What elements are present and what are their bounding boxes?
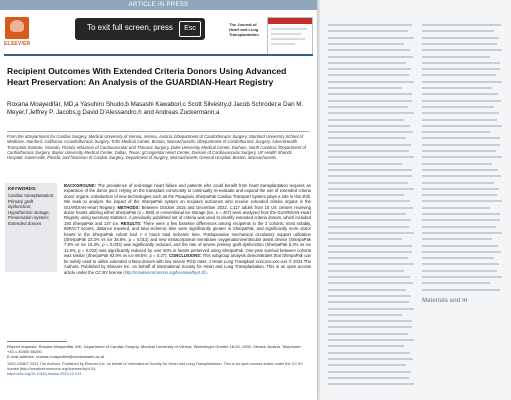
- fullscreen-message: To exit full screen, press: [87, 23, 173, 32]
- journal-citation: J Heart Lung Transplant xxxx;xxx:xxx–xxx: [208, 258, 288, 264]
- next-page-text-line: [328, 163, 402, 165]
- next-page-text-line: [328, 144, 411, 146]
- next-page-text-line: [328, 188, 414, 190]
- next-page-text-line: [422, 245, 498, 247]
- next-page-text-line: [328, 137, 406, 139]
- next-page-text-line: [328, 93, 412, 95]
- next-page-text-line: [328, 251, 412, 253]
- next-page-text-line: [422, 119, 497, 121]
- next-page-text-line: [328, 352, 410, 354]
- next-page-text-line: [328, 150, 409, 152]
- next-page-text-line: [422, 207, 490, 209]
- next-page-text-line: [328, 49, 410, 51]
- footnote-email: E-mail address: roxana.moayedifar@meduniwien.ac.at: [7, 354, 105, 360]
- next-page-text-line: [422, 137, 500, 139]
- next-page-text-line: [328, 226, 409, 228]
- next-page-text-line: [422, 150, 496, 152]
- next-page-text-line: [328, 333, 408, 335]
- next-page-text-line: [422, 62, 500, 64]
- keywords-list: Cardiac transplantation; Primary graft dysfunction; Hypothermic storage; Preservation system; Extended donors: [8, 193, 55, 226]
- next-page-text-line: [422, 144, 500, 146]
- next-page-text-line: [422, 226, 496, 228]
- issn-info: [7, 362, 309, 377]
- next-page-text-line: [328, 37, 414, 39]
- next-page-text-line: [328, 245, 412, 247]
- next-page-text-line: [328, 358, 413, 360]
- abstract-results-label: RESULTS:: [120, 220, 142, 226]
- next-page-text-line: [422, 182, 494, 184]
- next-page-text-line: [422, 213, 500, 215]
- next-page-text-line: [328, 276, 410, 278]
- abstract-background-label: BACKGROUND:: [64, 183, 97, 188]
- next-page-text-line: [422, 232, 502, 234]
- next-page-text-line: [328, 377, 409, 379]
- reprint-footnote: [7, 344, 309, 360]
- next-page-text-line: [422, 24, 501, 26]
- next-page-text-line: [328, 43, 404, 45]
- next-page-text-line: [328, 68, 411, 70]
- doi-link[interactable]: https://doi.org/10.1016/j.healun.2023.12.013: [7, 372, 82, 376]
- next-page-text-line: [422, 263, 499, 265]
- header-divider: [4, 54, 313, 56]
- license-link[interactable]: (http://creativecommons.org/licenses/by/4.0/).: [123, 269, 208, 275]
- copyright-text: © 2024 The Authors. Published by Elsevier Inc. on behalf of International Society for Heart and Lung Transplantation. This is an open access article under the CC BY license: [64, 258, 311, 275]
- next-page-text-line: [328, 194, 404, 196]
- next-page-text-line: [328, 156, 414, 158]
- next-page-text-line: [328, 81, 414, 83]
- next-page-text-line: [328, 74, 409, 76]
- next-page-text-line: [422, 251, 501, 253]
- affiliations: From the aDepartment for Cardiac Surgery, Medical University of Vienna, Vienna, Austria; bDepartment of Cardiothoracic Surgery, Stanford University School of Medicine, Stanford, California; cCardiothoracic Surgery, Tufts Medical Center, Boston, Massachusetts; dDepartment of Cardiothoracic Surgery, AdventHealth Transplant Institute, Orlando, Florida; eDivision of Cardiovascular and Thoracic Surgery, Duke University Medical Center, Durham, North Carolina; fDepartment of Cardiothoracic Surgery, Baylor University Medical Center, Dallas, Texas; gCongenital Heart Center, Division of Cardiovascular Surgery, UF Health Shands Hospital, Gainesville, Florida; and hDivision of Cardiac Surgery, Department of Surgery, Massachusetts General Hospital, Boston, Massachusetts.: [7, 134, 306, 161]
- esc-key-badge: Esc: [179, 21, 201, 37]
- next-page-text-line: [422, 200, 502, 202]
- next-page-text-line: [422, 56, 490, 58]
- next-page-text-line: [328, 62, 406, 64]
- next-page-text-line: [328, 371, 411, 373]
- next-page-text-line: [328, 308, 414, 310]
- abstract-conclusions-label: CONCLUSIONS:: [169, 253, 202, 259]
- next-page-text-line: [328, 213, 406, 215]
- next-page-text-line: [328, 106, 408, 108]
- next-page-text-line: [422, 289, 500, 291]
- abstract-methods-label: METHODS:: [117, 204, 140, 210]
- fullscreen-exit-notice: [75, 18, 205, 40]
- next-page-text-line: [328, 182, 408, 184]
- keywords-heading: KEYWORDS:: [8, 186, 37, 191]
- next-page-text-line: [422, 49, 502, 51]
- keywords-box: [5, 183, 57, 272]
- next-page-text-line: [328, 200, 410, 202]
- next-page-text-line: [422, 219, 500, 221]
- next-page-text-line: [422, 270, 497, 272]
- next-page-text-line: [422, 276, 502, 278]
- next-page-text-line: [328, 320, 412, 322]
- next-page-text-line: [328, 56, 413, 58]
- next-page-text-line: [328, 301, 409, 303]
- next-page-text-line: [328, 219, 411, 221]
- next-page-text-line: [422, 188, 499, 190]
- next-page-text-line: [328, 24, 412, 26]
- next-page-text-line: [422, 131, 490, 133]
- next-page-text-line: [328, 326, 412, 328]
- next-page-text-line: [328, 119, 404, 121]
- next-page-text-line: [422, 68, 500, 70]
- next-page-text-line: [328, 125, 410, 127]
- next-pdf-page: [320, 0, 511, 400]
- issn-text: 1053-2498/© 2024 The Authors. Published by Elsevier Inc. on behalf of International Society for Heart and Lung Transplantation. This is an open access article under the CC BY license (http://creativecommons.org/licenses/by/4.0/).: [7, 362, 304, 371]
- next-page-text-line: [328, 169, 412, 171]
- next-page-text-line: [422, 175, 501, 177]
- next-page-text-line: [422, 43, 497, 45]
- article-in-press-banner: ARTICLE IN PRESS: [0, 0, 317, 10]
- next-page-text-line: [422, 106, 494, 108]
- next-page-text-line: [328, 282, 413, 284]
- next-page-heading: Materials and m: [422, 298, 468, 304]
- next-page-text-line: [328, 364, 406, 366]
- next-page-text-line: [328, 383, 414, 385]
- next-page-text-line: [422, 37, 499, 39]
- next-page-text-line: [328, 232, 414, 234]
- next-page-text-line: [422, 238, 492, 240]
- next-page-text-line: [328, 270, 404, 272]
- journal-cover-image: [267, 17, 313, 55]
- next-page-text-line: [328, 112, 414, 114]
- abstract-methods: Between October 2015 and December 2022, 1,117 adults from 15 US centers receiving donor hearts utilizing either SherpaPak (n = 560) or conventional ice storage (ice, n = 457) were analyzed from the GUARDIAN-Heart Registry using summary statistics. A previously published set of criteria was used to identify extended criteria donors, which included 193 SherpaPak and 137 ice.: [64, 204, 311, 226]
- next-page-text-line: [328, 289, 406, 291]
- abstract: [64, 183, 311, 275]
- next-page-text-line: [422, 163, 492, 165]
- publisher-name: ELSEVIER: [4, 41, 31, 47]
- next-page-text-line: [422, 125, 502, 127]
- next-page-text-line: [328, 207, 413, 209]
- next-page-text-line: [328, 131, 413, 133]
- next-page-text-line: [422, 81, 502, 83]
- footnote-divider: [7, 341, 67, 342]
- next-page-text-line: [328, 100, 412, 102]
- next-page-text-line: [422, 93, 498, 95]
- next-page-text-line: [422, 257, 494, 259]
- next-page-text-line: [328, 87, 402, 89]
- next-page-text-line: [422, 100, 501, 102]
- reprint-requests: Reprint requests: Roxana Moayedifar, MD, Department of Cardiac Surgery, Medical University of Vienna, Waehringer Guertel 18-20, 1090, Vienna, Austria. Telephone: +43 1 40400 56200.: [7, 344, 302, 355]
- next-page-text-line: [328, 263, 414, 265]
- author-list: Roxana Moayedifar, MD,a Yasuhiro Shudo,b Masashi Kawabori,c Scott Silvestry,d Jacob Schroder,e Dan M. Meyer,f Jeffrey P. Jacobs,g David D'Alessandro,h and Andreas Zuckermann,a: [7, 101, 304, 117]
- next-page-text-line: [328, 345, 404, 347]
- next-page-text-line: [328, 175, 412, 177]
- next-page-text-line: [422, 30, 494, 32]
- article-title: Recipient Outcomes With Extended Criteria Donors Using Advanced Heart Preservation: An Analysis of the GUARDIAN-Heart Registry: [7, 66, 287, 87]
- next-page-text-line: [422, 169, 498, 171]
- next-page-text-line: [422, 156, 502, 158]
- next-page-text-line: [328, 339, 414, 341]
- next-page-text-line: [422, 112, 499, 114]
- next-page-text-line: [422, 282, 490, 284]
- next-page-text-line: [328, 314, 402, 316]
- next-page-text-line: [422, 87, 492, 89]
- next-page-text-line: [422, 74, 496, 76]
- abstract-conclusions: This subgroup analysis demonstrates that SherpaPak can be safely used to utilize extended criteria donors with low severe PGD rates.: [64, 253, 311, 264]
- abstract-results: There were a few baseline differences among recipients in the 2 cohorts; most notably, IMPACT scores, distance traveled, and total ischemic time were significantly greater in SherpaPak, and significantly more donor hearts in the SherpaPak cohort had > 4 hours total ischemic time. Postoperative mechanical circulatory support utilization (SherpaPak 22.3% vs ice 35.8%, p = 0.012) and new extracorporeal membrane oxygenation/ventricular assist device (SherpaPak 7.8% vs ice 15.3%, p = 0.033) was significantly reduced, and the rate of severe primary graft dysfunction (SherpaPak 6.2% vs ice 11.9%, p = 0.022) was significantly reduced by over 50% in hearts preserved using SherpaPak. One-year survival between cohorts was similar (SherpaPak 92.9% vs ice 89.6%, p = 0.27).: [64, 220, 311, 259]
- affiliation-divider: [7, 131, 309, 132]
- next-page-text-line: [422, 194, 497, 196]
- next-page-text-line: [328, 238, 402, 240]
- next-page-text-line: [328, 295, 411, 297]
- journal-name: The Journal of Heart and Lung Transplantation: [229, 22, 259, 37]
- next-page-text-line: [328, 257, 408, 259]
- next-page-text-line: [328, 30, 408, 32]
- elsevier-tree-icon: [5, 17, 29, 39]
- abstract-background: The prevalence of end-stage heart failure and patients who could benefit from heart transplantation requires an expansion of the donor pool, relying on the transplant community to continually re-evaluate and expand the use of extended criteria donor organs. Introduction of new technologies such as the Paragonix SherpaPak Cardiac Transport System plays a role in this shift. We seek to analyze the impact of the SherpaPak system on recipient outcomes who receive extended criteria organs in the GUARDIAN-Heart Registry.: [64, 183, 311, 210]
